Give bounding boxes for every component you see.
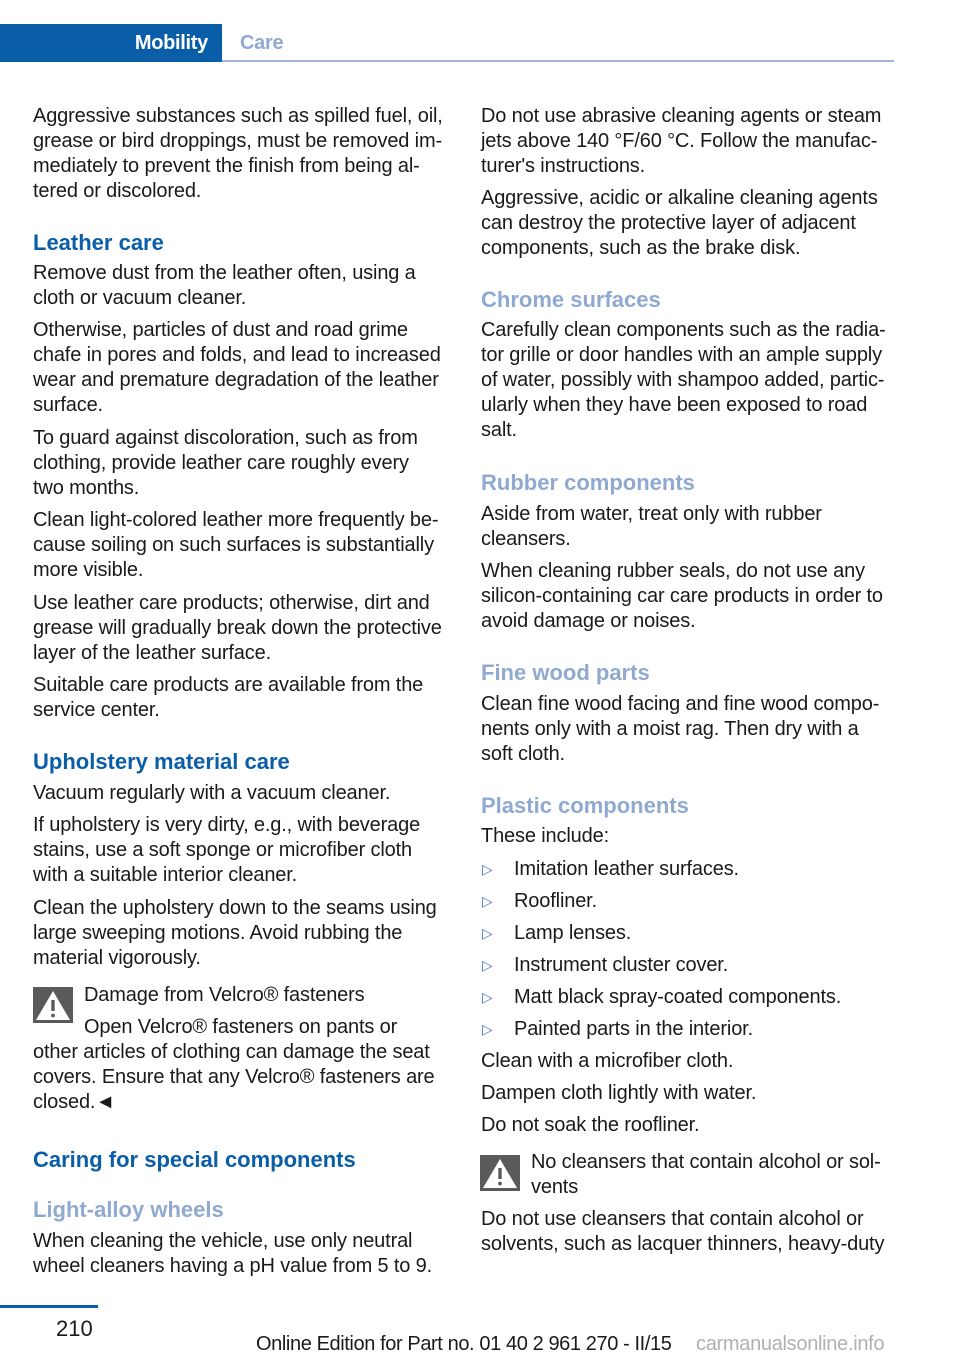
- body-text: Clean light-colored leather more frequently be-: [33, 509, 439, 531]
- body-text: silicon-containing car care products in order to: [481, 585, 883, 607]
- body-text: When cleaning rubber seals, do not use any: [481, 560, 865, 582]
- watermark: carmanualsonline.info: [696, 1333, 885, 1355]
- body-text: wheel cleaners having a pH value from 5 to 9.: [33, 1255, 433, 1277]
- heading-leather-care: Leather care: [33, 230, 164, 255]
- body-text: avoid damage or noises.: [481, 610, 696, 632]
- body-text: salt.: [481, 419, 517, 441]
- body-text: Aggressive, acidic or alkaline cleaning agents: [481, 187, 878, 209]
- heading-plastic-components: Plastic components: [481, 793, 689, 818]
- list-item: Imitation leather surfaces.: [514, 858, 739, 880]
- triangle-bullet-icon: ▷: [482, 957, 493, 973]
- warning-text: solvents, such as lacquer thinners, heavy-duty: [481, 1233, 885, 1255]
- heading-fine-wood-parts: Fine wood parts: [481, 660, 650, 685]
- body-text: ularly when they have been exposed to road: [481, 394, 868, 416]
- triangle-bullet-icon: ▷: [482, 989, 493, 1005]
- triangle-bullet-icon: ▷: [482, 925, 493, 941]
- heading-rubber-components: Rubber components: [481, 470, 695, 495]
- triangle-bullet-icon: ▷: [482, 1021, 493, 1037]
- list-item: Lamp lenses.: [514, 922, 632, 944]
- list-item: Painted parts in the interior.: [514, 1018, 753, 1040]
- body-text: more visible.: [33, 559, 144, 581]
- warning-text: Open Velcro® fasteners on pants or: [84, 1016, 398, 1038]
- body-text: jets above 140 °F/60 °C. Follow the manufac-: [481, 130, 878, 152]
- warning-text: other articles of clothing can damage the seat: [33, 1041, 430, 1063]
- heading-upholstery: Upholstery material care: [33, 749, 290, 774]
- body-text: cleansers.: [481, 528, 571, 550]
- body-text: Aggressive substances such as spilled fuel, oil,: [33, 105, 443, 127]
- body-text: turer's instructions.: [481, 155, 646, 177]
- body-text: Remove dust from the leather often, using a: [33, 262, 416, 284]
- heading-chrome-surfaces: Chrome surfaces: [481, 287, 661, 312]
- warning-text: closed.◄: [33, 1091, 115, 1113]
- body-text: with a suitable interior cleaner.: [33, 864, 298, 886]
- warning-title: vents: [531, 1176, 579, 1198]
- body-text: wear and premature degradation of the leather: [33, 369, 439, 391]
- body-text: service center.: [33, 699, 160, 721]
- body-text: grease will gradually break down the protective: [33, 617, 442, 639]
- body-text: soft cloth.: [481, 743, 565, 765]
- heading-special-components: Caring for special components: [33, 1147, 356, 1172]
- list-item: Matt black spray-coated components.: [514, 986, 842, 1008]
- list-item: Instrument cluster cover.: [514, 954, 729, 976]
- body-text: Suitable care products are available from the: [33, 674, 424, 696]
- warning-title: No cleansers that contain alcohol or sol-: [531, 1151, 881, 1173]
- body-text: of water, possibly with shampoo added, partic-: [481, 369, 885, 391]
- body-text: nents only with a moist rag. Then dry with a: [481, 718, 859, 740]
- body-text: Dampen cloth lightly with water.: [481, 1082, 757, 1104]
- warning-title: Damage from Velcro® fasteners: [84, 984, 365, 1006]
- tab-mobility[interactable]: Mobility: [0, 24, 222, 62]
- heading-light-alloy-wheels: Light-alloy wheels: [33, 1197, 224, 1222]
- body-text: surface.: [33, 394, 103, 416]
- body-text: material vigorously.: [33, 947, 201, 969]
- body-text: two months.: [33, 477, 140, 499]
- body-text: Do not soak the roofliner.: [481, 1114, 700, 1136]
- warning-icon: [480, 1155, 520, 1191]
- triangle-bullet-icon: ▷: [482, 893, 493, 909]
- body-text: grease or bird droppings, must be removed im-: [33, 130, 442, 152]
- body-text: stains, use a soft sponge or microfiber cloth: [33, 839, 412, 861]
- warning-text: covers. Ensure that any Velcro® fasteners are: [33, 1066, 435, 1088]
- warning-icon: [33, 987, 73, 1023]
- body-text: Do not use abrasive cleaning agents or steam: [481, 105, 882, 127]
- body-text: cloth or vacuum cleaner.: [33, 287, 247, 309]
- body-text: Clean with a microfiber cloth.: [481, 1050, 734, 1072]
- header-rule: [222, 60, 894, 62]
- body-text: chafe in pores and folds, and lead to increased: [33, 344, 441, 366]
- body-text: Use leather care products; otherwise, dirt and: [33, 592, 430, 614]
- body-text: If upholstery is very dirty, e.g., with beverage: [33, 814, 421, 836]
- warning-text: Do not use cleansers that contain alcohol or: [481, 1208, 864, 1230]
- body-text: To guard against discoloration, such as from: [33, 427, 418, 449]
- body-text: Carefully clean components such as the radia-: [481, 319, 886, 341]
- body-text: mediately to prevent the finish from being al-: [33, 155, 420, 177]
- body-text: cause soiling on such surfaces is substantially: [33, 534, 434, 556]
- edition-text: Online Edition for Part no. 01 40 2 961 270 - II/15: [256, 1333, 672, 1355]
- body-text: Clean the upholstery down to the seams using: [33, 897, 437, 919]
- body-text: Aside from water, treat only with rubber: [481, 503, 822, 525]
- list-item: Roofliner.: [514, 890, 597, 912]
- body-text: Otherwise, particles of dust and road grime: [33, 319, 408, 341]
- body-text: large sweeping motions. Avoid rubbing the: [33, 922, 403, 944]
- triangle-bullet-icon: ▷: [482, 861, 493, 877]
- body-text: Clean fine wood facing and fine wood compo-: [481, 693, 880, 715]
- body-text: These include:: [481, 825, 609, 847]
- page-number: 210: [56, 1316, 93, 1341]
- body-text: When cleaning the vehicle, use only neutral: [33, 1230, 413, 1252]
- body-text: clothing, provide leather care roughly every: [33, 452, 409, 474]
- body-text: Vacuum regularly with a vacuum cleaner.: [33, 782, 391, 804]
- body-text: tered or discolored.: [33, 180, 202, 202]
- body-text: can destroy the protective layer of adjacent: [481, 212, 856, 234]
- body-text: layer of the leather surface.: [33, 642, 272, 664]
- footer-rule: [0, 1305, 98, 1308]
- tab-care[interactable]: Care: [240, 32, 284, 54]
- body-text: components, such as the brake disk.: [481, 237, 801, 259]
- body-text: tor grille or door handles with an ample supply: [481, 344, 882, 366]
